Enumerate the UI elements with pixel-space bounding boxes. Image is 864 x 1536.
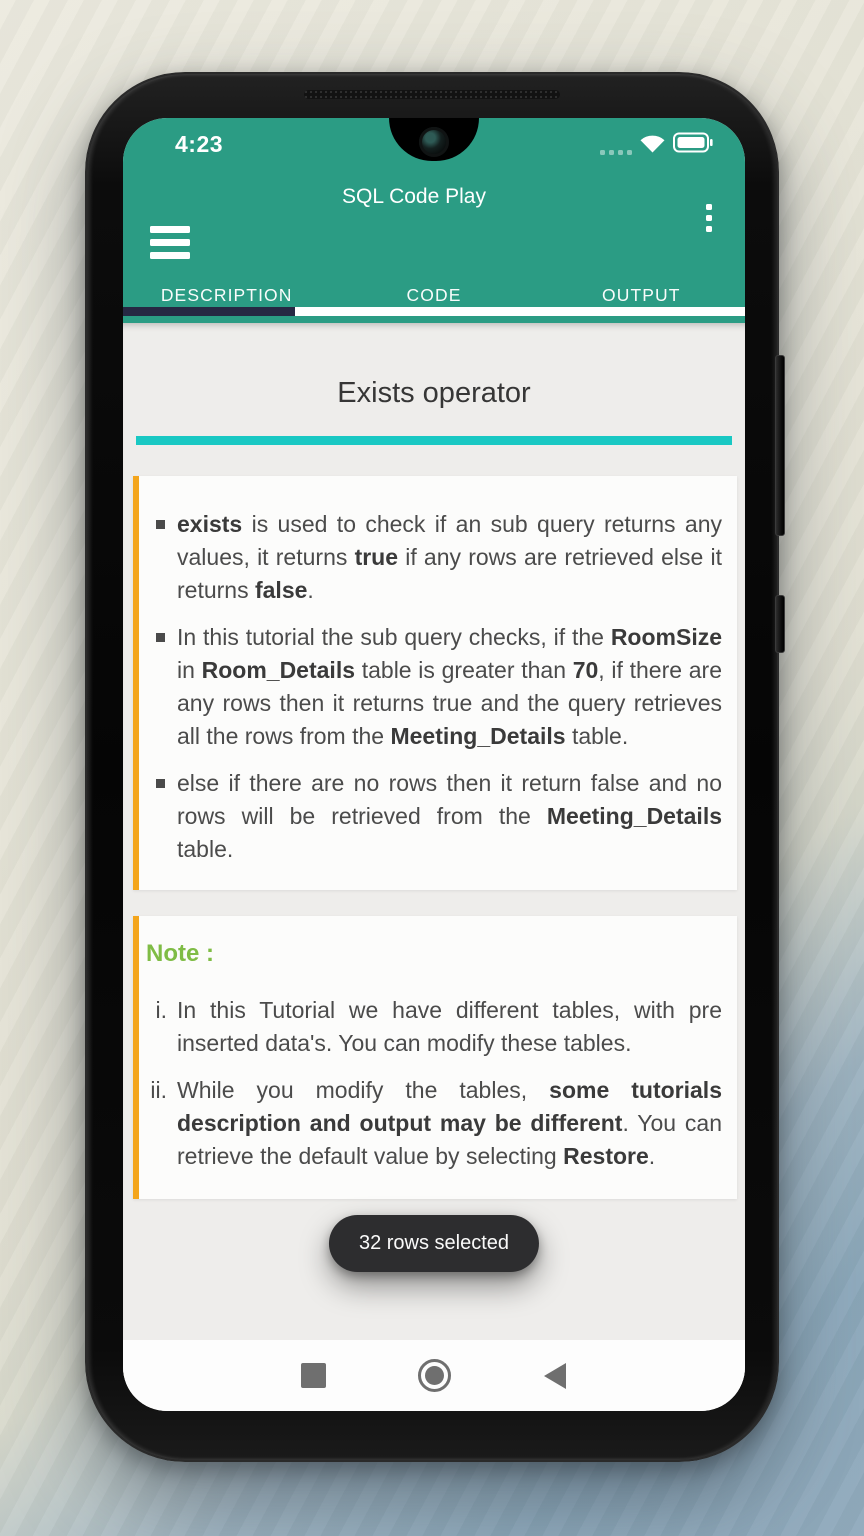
title-divider [136, 436, 732, 445]
wifi-icon [640, 134, 665, 158]
hamburger-menu-icon[interactable] [150, 226, 190, 259]
status-time: 4:23 [175, 131, 224, 157]
note-list [139, 994, 722, 1173]
active-tab-indicator [123, 307, 295, 316]
kebab-menu-icon[interactable] [702, 200, 716, 236]
power-button [775, 595, 785, 653]
tab-output[interactable]: OUTPUT [602, 285, 681, 305]
toast-message: 32 rows selected [329, 1215, 539, 1272]
note-heading: Note : [146, 940, 214, 967]
description-card [133, 476, 737, 890]
tab-description[interactable]: DESCRIPTION [160, 285, 293, 305]
home-circle-icon[interactable] [394, 1340, 474, 1411]
roman-numeral: ii. [150, 1077, 167, 1103]
list-item: ii. While you modify the tables, some tutorials description and output may be different. You can retrieve the default value by selecting Restore. [139, 1074, 722, 1173]
volume-rocker-button [775, 355, 785, 536]
bullet-list [139, 508, 722, 866]
earpiece-speaker [304, 90, 560, 99]
list-item: exists is used to check if an sub query returns any values, it returns true if any rows are retrieved else it returns false. [139, 508, 722, 607]
front-camera-icon [419, 127, 449, 157]
phone-mockup [85, 72, 779, 1462]
app-title: SQL Code Play [342, 185, 486, 208]
tab-indicator-row [123, 307, 745, 316]
note-card [133, 916, 737, 1199]
tab-code[interactable]: CODE [406, 285, 462, 305]
signal-dots-icon [600, 150, 632, 158]
inactive-tab-track [295, 307, 745, 316]
list-item: In this tutorial the sub query checks, if the RoomSize in Room_Details table is greater than 70, if there are any rows then it returns true and the query retrieves all the rows from the Meeting_Details table. [139, 621, 722, 753]
android-nav-bar [123, 1340, 745, 1411]
page-title: Exists operator [337, 377, 531, 409]
back-triangle-icon[interactable] [515, 1340, 595, 1411]
phone-screen [123, 118, 745, 1411]
status-icons [600, 136, 713, 158]
recents-square-icon[interactable] [273, 1340, 353, 1411]
roman-numeral: i. [155, 997, 167, 1023]
list-item: else if there are no rows then it return false and no rows will be retrieved from the Meeting_Details table. [139, 767, 722, 866]
battery-full-icon [673, 132, 713, 158]
list-item: i. In this Tutorial we have different tables, with pre inserted data's. You can modify these tables. [139, 994, 722, 1060]
